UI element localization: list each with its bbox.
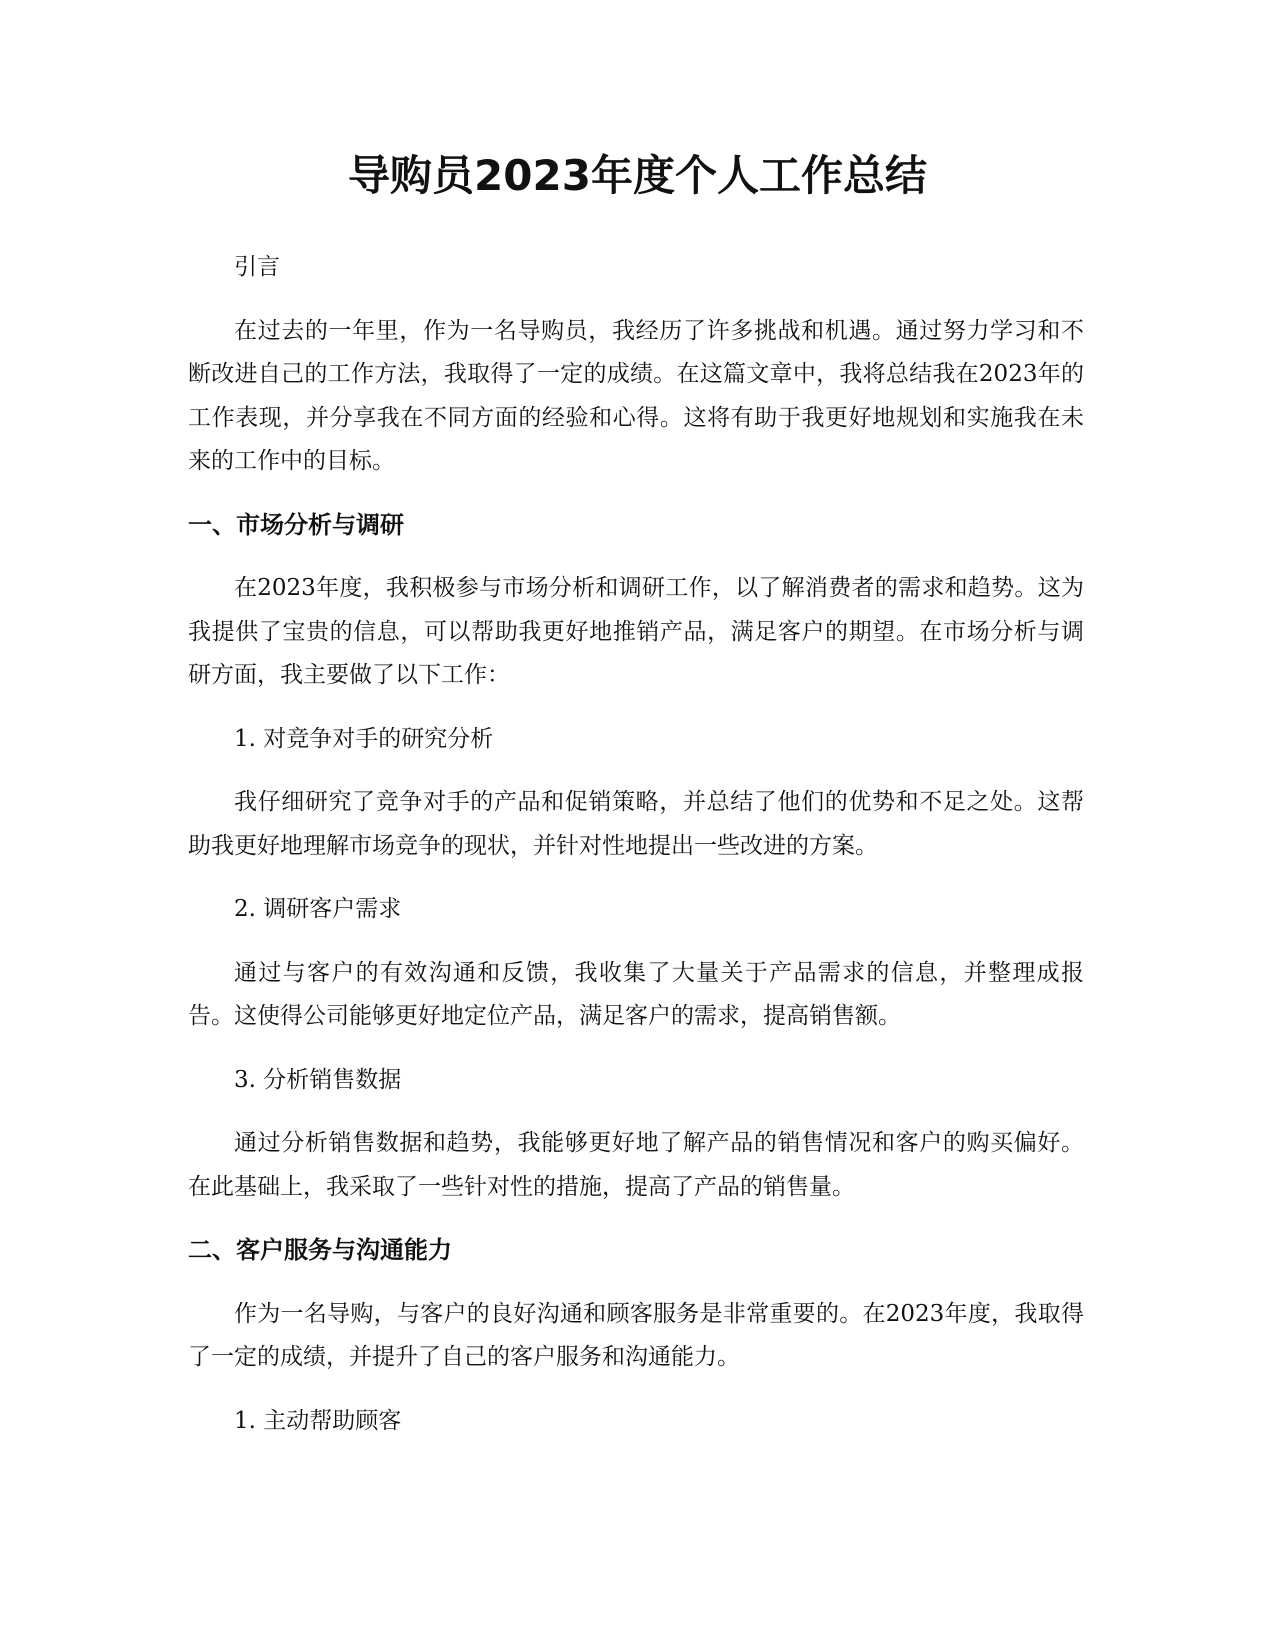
list-item-label: 2. 调研客户需求 bbox=[234, 896, 402, 922]
list-item-label: 1. 主动帮助顾客 bbox=[234, 1407, 402, 1434]
list-item-text: 通过分析销售数据和趋势，我能够更好地了解产品的销售情况和客户的购买偏好。在此基础上，我采取了一些针对性的措施，提高了产品的销售量。 bbox=[188, 1130, 1084, 1200]
section-heading-market: 一、市场分析与调研 bbox=[188, 510, 404, 539]
list-item-text: 通过与客户的有效沟通和反馈，我收集了大量关于产品需求的信息，并整理成报告。这使得公司能够更好地定位产品，满足客户的需求，提高销售额。 bbox=[188, 959, 1084, 1029]
list-item-label: 1. 对竞争对手的研究分析 bbox=[234, 725, 494, 752]
intro-paragraph: 在过去的一年里，作为一名导购员，我经历了许多挑战和机遇。通过努力学习和不断改进自己的工作方法，我取得了一定的成绩。在这篇文章中，我将总结我在2023年的工作表现，并分享我在不同方面的经验和心得。这将有助于我更好地规划和实施我在未来的工作中的目标。 bbox=[188, 317, 1084, 474]
section-intro-service: 作为一名导购，与客户的良好沟通和顾客服务是非常重要的。在2023年度，我取得了一定的成绩，并提升了自己的客户服务和沟通能力。 bbox=[188, 1300, 1084, 1370]
document-body bbox=[188, 246, 1084, 1463]
section-heading-service: 二、客户服务与沟通能力 bbox=[188, 1236, 452, 1264]
document-title: 导购员2023年度个人工作总结 bbox=[348, 151, 927, 200]
list-item-text: 我仔细研究了竞争对手的产品和促销策略，并总结了他们的优势和不足之处。这帮助我更好地理解市场竞争的现状，并针对性地提出一些改进的方案。 bbox=[188, 789, 1084, 859]
intro-label: 引言 bbox=[234, 254, 280, 280]
section-intro-market: 在2023年度，我积极参与市场分析和调研工作，以了解消费者的需求和趋势。这为我提供了宝贵的信息，可以帮助我更好地推销产品，满足客户的期望。在市场分析与调研方面，我主要做了以下工作： bbox=[188, 575, 1084, 688]
list-item-label: 3. 分析销售数据 bbox=[234, 1066, 402, 1093]
